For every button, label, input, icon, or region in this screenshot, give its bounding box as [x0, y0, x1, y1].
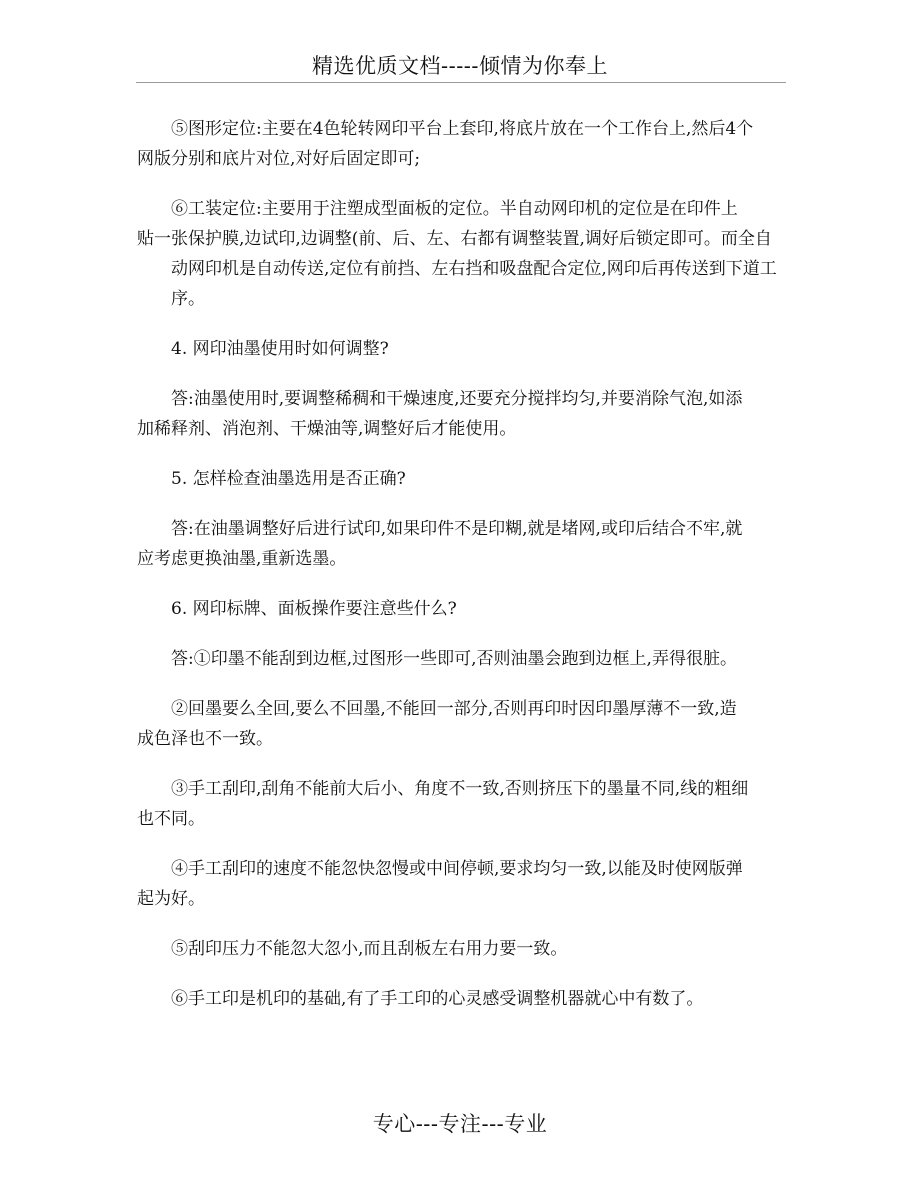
answer-paragraph: [171, 644, 784, 674]
paragraph-continuation: 贴一张保护膜,边试印,边调整(前、后、左、右都有调整装置,调好后锁定即可。而全自动网印机是自动传送,定位有前挡、左右挡和吸盘配合定位,网印后再传送到下道工序。: [137, 229, 777, 309]
answer-item: [137, 774, 784, 834]
paragraph-first-line: ④手工刮印的速度不能忽快忽慢或中间停顿,要求均匀一致,以能及时使网版弹: [171, 859, 743, 879]
question-heading: [171, 464, 784, 494]
answer-item: [171, 934, 784, 964]
paragraph-continuation: 网版分别和底片对位,对好后固定即可;: [137, 149, 421, 169]
paragraph-first-line: ⑤图形定位:主要在4色轮转网印平台上套印,将底片放在一个工作台上,然后4个: [171, 119, 754, 139]
answer-item: [137, 694, 784, 754]
paragraph-first-line: ⑥工装定位:主要用于注塑成型面板的定位。半自动网印机的定位是在印件上: [171, 199, 738, 219]
paragraph-continuation: 也不同。: [137, 809, 205, 829]
paragraph-continuation: 起为好。: [137, 889, 205, 909]
paragraph-first-line: 答:①印墨不能刮到边框,过图形一些即可,否则油墨会跑到边框上,弄得很脏。: [171, 649, 737, 669]
page-footer: 专心---专注---专业: [372, 1112, 548, 1136]
paragraph-continuation: 成色泽也不一致。: [137, 729, 273, 749]
paragraph-first-line: ②回墨要么全回,要么不回墨,不能回一部分,否则再印时因印墨厚薄不一致,造: [171, 699, 737, 719]
answer-item: [137, 854, 784, 914]
header-divider: [136, 82, 786, 83]
paragraph-first-line: 答:在油墨调整好后进行试印,如果印件不是印糊,就是堵网,或印后结合不牢,就: [171, 519, 743, 539]
paragraph: [137, 194, 784, 314]
answer-item: [171, 984, 784, 1014]
paragraph-first-line: ⑥手工印是机印的基础,有了手工印的心灵感受调整机器就心中有数了。: [171, 989, 704, 1009]
document-body: [137, 114, 784, 1034]
paragraph-first-line: ③手工刮印,刮角不能前大后小、角度不一致,否则挤压下的墨量不同,线的粗细: [171, 779, 749, 799]
question-heading: [171, 594, 784, 624]
answer-paragraph: [137, 384, 784, 444]
paragraph-first-line: 5. 怎样检查油墨选用是否正确?: [171, 469, 406, 489]
paragraph-continuation: 加稀释剂、消泡剂、干燥油等,调整好后才能使用。: [137, 419, 517, 439]
paragraph-continuation: 应考虑更换油墨,重新选墨。: [137, 549, 347, 569]
paragraph-first-line: 答:油墨使用时,要调整稀稠和干燥速度,还要充分搅拌均匀,并要消除气泡,如添: [171, 389, 743, 409]
question-heading: [171, 334, 784, 364]
paragraph-first-line: ⑤刮印压力不能忽大忽小,而且刮板左右用力要一致。: [171, 939, 568, 959]
paragraph-first-line: 4. 网印油墨使用时如何调整?: [171, 339, 389, 359]
answer-paragraph: [137, 514, 784, 574]
page-header: 精选优质文档-----倾情为你奉上: [312, 54, 608, 78]
paragraph-first-line: 6. 网印标牌、面板操作要注意些什么?: [171, 599, 457, 619]
paragraph: [137, 114, 784, 174]
